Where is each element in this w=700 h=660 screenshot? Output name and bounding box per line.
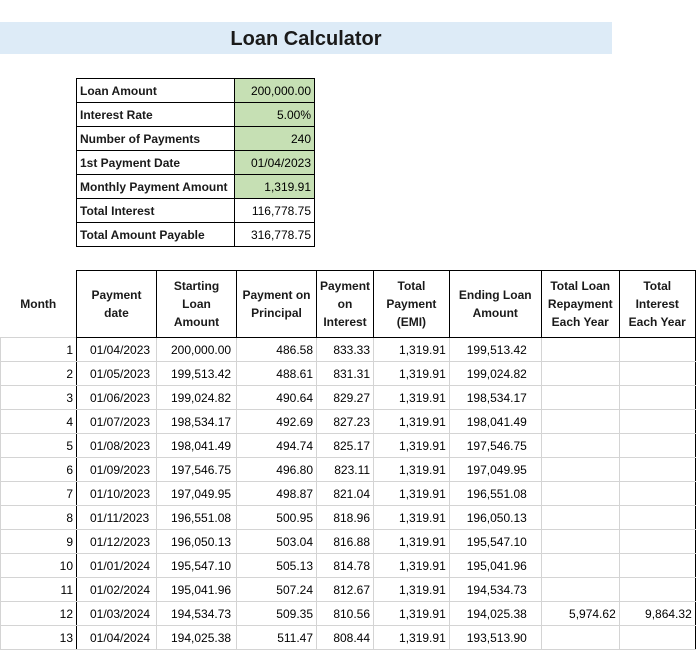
cell-total-payment[interactable]: 1,319.91 (374, 482, 450, 506)
cell-year-repayment[interactable] (541, 362, 619, 386)
table-row (1, 434, 696, 458)
cell-month[interactable]: 12 (1, 602, 77, 626)
summary-input-cell[interactable]: 200,000.00 (235, 79, 315, 103)
table-header-row (1, 271, 696, 338)
col-header-payment-date: Payment date (77, 271, 157, 338)
cell-month[interactable]: 11 (1, 578, 77, 602)
cell-principal[interactable]: 505.13 (237, 554, 317, 578)
cell-payment-date[interactable]: 01/06/2023 (77, 386, 157, 410)
cell-payment-date[interactable]: 01/03/2024 (77, 602, 157, 626)
cell-year-interest[interactable] (619, 386, 695, 410)
cell-payment-date[interactable]: 01/02/2024 (77, 578, 157, 602)
cell-year-repayment[interactable]: 5,974.62 (541, 602, 619, 626)
cell-starting-loan[interactable]: 198,534.17 (157, 410, 237, 434)
cell-principal[interactable]: 507.24 (237, 578, 317, 602)
page-title: Loan Calculator (230, 28, 382, 50)
cell-year-interest[interactable] (619, 554, 695, 578)
cell-year-repayment[interactable] (541, 386, 619, 410)
cell-interest[interactable]: 808.44 (317, 626, 374, 650)
cell-year-repayment[interactable] (541, 410, 619, 434)
cell-principal[interactable]: 509.35 (237, 602, 317, 626)
summary-row (77, 127, 315, 151)
cell-principal[interactable]: 498.87 (237, 482, 317, 506)
cell-principal[interactable]: 511.47 (237, 626, 317, 650)
summary-label: Total Interest (77, 199, 235, 223)
cell-year-repayment[interactable] (541, 506, 619, 530)
summary-label: Monthly Payment Amount (77, 175, 235, 199)
col-header-month: Month (1, 271, 77, 338)
cell-payment-date[interactable]: 01/04/2023 (77, 338, 157, 362)
cell-starting-loan[interactable]: 198,041.49 (157, 434, 237, 458)
table-row (1, 554, 696, 578)
cell-principal[interactable]: 500.95 (237, 506, 317, 530)
cell-year-interest[interactable] (619, 434, 695, 458)
table-row (1, 410, 696, 434)
col-header-starting-loan: Starting Loan Amount (157, 271, 237, 338)
summary-row (77, 199, 315, 223)
cell-year-repayment[interactable] (541, 458, 619, 482)
cell-ending-loan[interactable]: 195,547.10 (449, 530, 541, 554)
cell-ending-loan[interactable]: 194,534.73 (449, 578, 541, 602)
cell-starting-loan[interactable]: 194,534.73 (157, 602, 237, 626)
cell-year-repayment[interactable] (541, 434, 619, 458)
cell-year-interest[interactable] (619, 578, 695, 602)
cell-month[interactable]: 2 (1, 362, 77, 386)
cell-interest[interactable]: 814.78 (317, 554, 374, 578)
cell-ending-loan[interactable]: 199,024.82 (449, 362, 541, 386)
cell-principal[interactable]: 486.58 (237, 338, 317, 362)
cell-principal[interactable]: 492.69 (237, 410, 317, 434)
cell-interest[interactable]: 825.17 (317, 434, 374, 458)
cell-principal[interactable]: 490.64 (237, 386, 317, 410)
cell-total-payment[interactable]: 1,319.91 (374, 626, 450, 650)
amortization-table (0, 270, 696, 650)
cell-month[interactable]: 5 (1, 434, 77, 458)
cell-total-payment[interactable]: 1,319.91 (374, 458, 450, 482)
cell-total-payment[interactable]: 1,319.91 (374, 434, 450, 458)
cell-starting-loan[interactable]: 199,513.42 (157, 362, 237, 386)
cell-interest[interactable]: 816.88 (317, 530, 374, 554)
cell-month[interactable]: 10 (1, 554, 77, 578)
cell-total-payment[interactable]: 1,319.91 (374, 506, 450, 530)
cell-starting-loan[interactable]: 196,050.13 (157, 530, 237, 554)
summary-input-cell[interactable]: 5.00% (235, 103, 315, 127)
summary-input-cell[interactable]: 240 (235, 127, 315, 151)
cell-ending-loan[interactable]: 198,041.49 (449, 410, 541, 434)
cell-interest[interactable]: 812.67 (317, 578, 374, 602)
cell-year-interest[interactable] (619, 482, 695, 506)
col-header-principal: Payment on Principal (237, 271, 317, 338)
cell-total-payment[interactable]: 1,319.91 (374, 338, 450, 362)
table-row (1, 530, 696, 554)
cell-payment-date[interactable]: 01/09/2023 (77, 458, 157, 482)
cell-payment-date[interactable]: 01/10/2023 (77, 482, 157, 506)
col-header-interest: Payment on Interest (317, 271, 374, 338)
summary-value: 316,778.75 (235, 223, 315, 247)
cell-ending-loan[interactable]: 196,050.13 (449, 506, 541, 530)
cell-ending-loan[interactable]: 193,513.90 (449, 626, 541, 650)
cell-starting-loan[interactable]: 196,551.08 (157, 506, 237, 530)
summary-label: 1st Payment Date (77, 151, 235, 175)
cell-payment-date[interactable]: 01/05/2023 (77, 362, 157, 386)
col-header-ending-loan: Ending Loan Amount (449, 271, 541, 338)
cell-month[interactable]: 13 (1, 626, 77, 650)
cell-principal[interactable]: 494.74 (237, 434, 317, 458)
cell-principal[interactable]: 503.04 (237, 530, 317, 554)
cell-year-interest[interactable] (619, 362, 695, 386)
title-banner (0, 22, 612, 54)
summary-row (77, 103, 315, 127)
cell-year-interest[interactable] (619, 458, 695, 482)
cell-payment-date[interactable]: 01/01/2024 (77, 554, 157, 578)
cell-year-repayment[interactable] (541, 554, 619, 578)
table-row (1, 482, 696, 506)
col-header-total-payment: Total Payment (EMI) (374, 271, 450, 338)
cell-interest[interactable]: 827.23 (317, 410, 374, 434)
cell-year-interest[interactable]: 9,864.32 (619, 602, 695, 626)
cell-ending-loan[interactable]: 194,025.38 (449, 602, 541, 626)
cell-starting-loan[interactable]: 197,049.95 (157, 482, 237, 506)
cell-year-interest[interactable] (619, 338, 695, 362)
cell-ending-loan[interactable]: 196,551.08 (449, 482, 541, 506)
summary-row (77, 79, 315, 103)
cell-starting-loan[interactable]: 195,041.96 (157, 578, 237, 602)
cell-month[interactable]: 8 (1, 506, 77, 530)
cell-interest[interactable]: 829.27 (317, 386, 374, 410)
cell-ending-loan[interactable]: 197,049.95 (449, 458, 541, 482)
cell-total-payment[interactable]: 1,319.91 (374, 362, 450, 386)
table-row (1, 458, 696, 482)
cell-ending-loan[interactable]: 199,513.42 (449, 338, 541, 362)
cell-starting-loan[interactable]: 200,000.00 (157, 338, 237, 362)
cell-year-repayment[interactable] (541, 530, 619, 554)
summary-label: Interest Rate (77, 103, 235, 127)
cell-ending-loan[interactable]: 195,041.96 (449, 554, 541, 578)
cell-total-payment[interactable]: 1,319.91 (374, 578, 450, 602)
cell-month[interactable]: 1 (1, 338, 77, 362)
cell-total-payment[interactable]: 1,319.91 (374, 602, 450, 626)
cell-starting-loan[interactable]: 199,024.82 (157, 386, 237, 410)
cell-principal[interactable]: 496.80 (237, 458, 317, 482)
cell-interest[interactable]: 821.04 (317, 482, 374, 506)
cell-total-payment[interactable]: 1,319.91 (374, 554, 450, 578)
cell-year-repayment[interactable] (541, 578, 619, 602)
summary-input-cell[interactable]: 1,319.91 (235, 175, 315, 199)
table-row (1, 338, 696, 362)
cell-starting-loan[interactable]: 194,025.38 (157, 626, 237, 650)
cell-starting-loan[interactable]: 197,546.75 (157, 458, 237, 482)
col-header-year-repayment: Total Loan Repayment Each Year (541, 271, 619, 338)
col-header-year-interest: Total Interest Each Year (619, 271, 695, 338)
cell-year-interest[interactable] (619, 530, 695, 554)
table-row (1, 506, 696, 530)
loan-summary-table (76, 78, 315, 247)
cell-ending-loan[interactable]: 198,534.17 (449, 386, 541, 410)
cell-interest[interactable]: 818.96 (317, 506, 374, 530)
cell-interest[interactable]: 823.11 (317, 458, 374, 482)
cell-month[interactable]: 7 (1, 482, 77, 506)
summary-label: Number of Payments (77, 127, 235, 151)
cell-month[interactable]: 3 (1, 386, 77, 410)
cell-year-interest[interactable] (619, 506, 695, 530)
cell-payment-date[interactable]: 01/11/2023 (77, 506, 157, 530)
cell-payment-date[interactable]: 01/07/2023 (77, 410, 157, 434)
cell-interest[interactable]: 833.33 (317, 338, 374, 362)
summary-input-cell[interactable]: 01/04/2023 (235, 151, 315, 175)
cell-interest[interactable]: 831.31 (317, 362, 374, 386)
cell-total-payment[interactable]: 1,319.91 (374, 386, 450, 410)
cell-year-interest[interactable] (619, 626, 695, 650)
cell-year-interest[interactable] (619, 410, 695, 434)
cell-year-repayment[interactable] (541, 626, 619, 650)
summary-row (77, 175, 315, 199)
table-row (1, 626, 696, 650)
cell-year-repayment[interactable] (541, 482, 619, 506)
cell-payment-date[interactable]: 01/12/2023 (77, 530, 157, 554)
table-row (1, 386, 696, 410)
cell-ending-loan[interactable]: 197,546.75 (449, 434, 541, 458)
cell-total-payment[interactable]: 1,319.91 (374, 530, 450, 554)
table-row (1, 602, 696, 626)
cell-interest[interactable]: 810.56 (317, 602, 374, 626)
cell-month[interactable]: 6 (1, 458, 77, 482)
table-row (1, 362, 696, 386)
cell-month[interactable]: 4 (1, 410, 77, 434)
cell-starting-loan[interactable]: 195,547.10 (157, 554, 237, 578)
cell-month[interactable]: 9 (1, 530, 77, 554)
cell-payment-date[interactable]: 01/08/2023 (77, 434, 157, 458)
cell-year-repayment[interactable] (541, 338, 619, 362)
summary-row (77, 223, 315, 247)
summary-row (77, 151, 315, 175)
summary-value: 116,778.75 (235, 199, 315, 223)
cell-principal[interactable]: 488.61 (237, 362, 317, 386)
summary-label: Total Amount Payable (77, 223, 235, 247)
cell-payment-date[interactable]: 01/04/2024 (77, 626, 157, 650)
table-row (1, 578, 696, 602)
summary-label: Loan Amount (77, 79, 235, 103)
cell-total-payment[interactable]: 1,319.91 (374, 410, 450, 434)
